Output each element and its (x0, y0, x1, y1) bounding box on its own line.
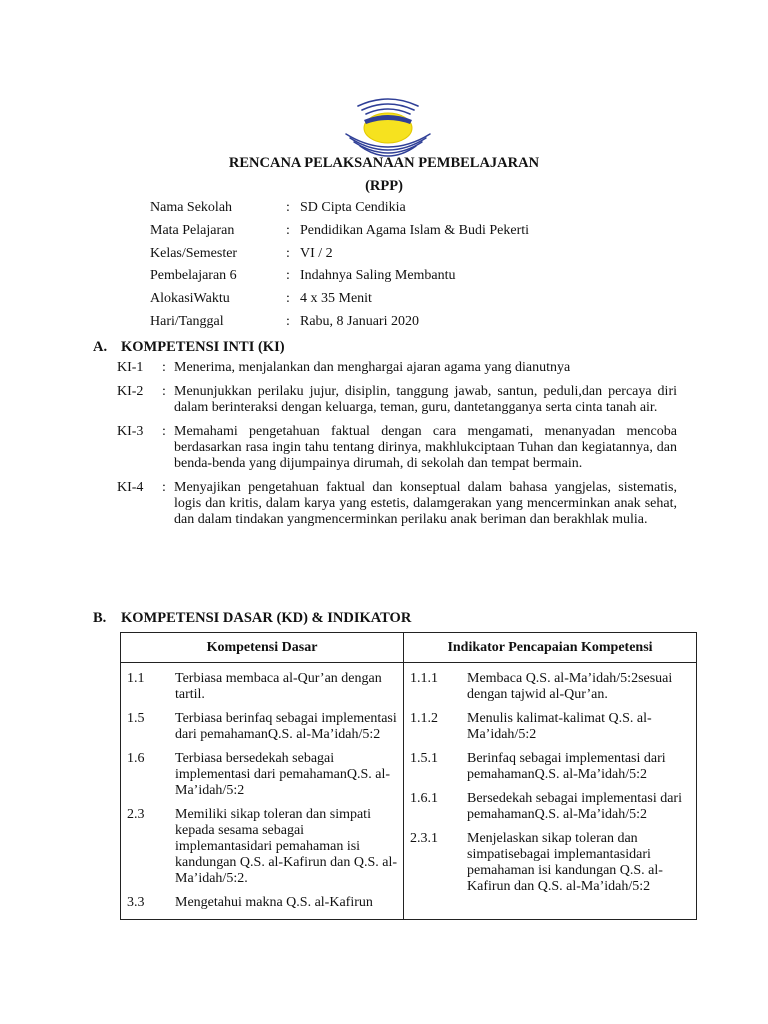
indikator-code: 2.3.1 (410, 831, 438, 846)
identity-colon: : (286, 268, 290, 284)
ki-list (117, 360, 677, 536)
kd-entry (127, 895, 397, 911)
section-number: A. (93, 339, 108, 355)
kd-text: Terbiasa membaca al-Qur’an dengan tartil. (175, 671, 382, 702)
indikator-code: 1.1.2 (410, 711, 438, 726)
identity-colon: : (286, 313, 290, 329)
kd-text: Memiliki sikap toleran dan simpati kepada sesama sebagai implemantasidari pemahaman isi kandungan Q.S. al-Kafirun dan Q.S. al-Ma’idah/5:2. (175, 807, 398, 886)
indikator-cell (404, 663, 697, 920)
identity-row (150, 246, 529, 269)
kd-code: 1.5 (127, 711, 145, 726)
identity-row (150, 291, 529, 314)
identity-label: Hari/Tanggal (150, 313, 224, 329)
kd-entry (127, 671, 397, 703)
kd-entry (127, 807, 397, 887)
identity-value: 4 x 35 Menit (300, 291, 372, 307)
identity-block (150, 200, 529, 337)
ki-code: KI-2 (117, 384, 144, 399)
kd-code: 1.6 (127, 751, 145, 766)
table-header-row (121, 633, 697, 663)
indikator-text: Berinfaq sebagai implementasi dari pemahamanQ.S. al-Ma’idah/5:2 (467, 751, 666, 782)
indikator-code: 1.5.1 (410, 751, 438, 766)
identity-value: Indahnya Saling Membantu (300, 268, 456, 284)
ki-item (117, 360, 677, 376)
school-emblem-logo (338, 90, 438, 158)
ki-colon: : (162, 360, 166, 375)
section-b-heading (93, 610, 411, 627)
ki-item (117, 424, 677, 472)
ki-colon: : (162, 384, 166, 399)
identity-label: Pembelajaran 6 (150, 268, 237, 284)
kd-entry (127, 751, 397, 799)
column-header-indikator: Indikator Pencapaian Kompetensi (404, 633, 697, 663)
identity-label: Kelas/Semester (150, 245, 238, 261)
ki-code: KI-4 (117, 480, 144, 495)
identity-colon: : (286, 245, 290, 261)
identity-row (150, 268, 529, 291)
indikator-text: Menjelaskan sikap toleran dan simpatisebagai implemantasidari pemahaman isi kandungan Q.S. al-Kafirun dan Q.S. al-Ma’idah/5:2 (467, 831, 663, 894)
identity-label: Nama Sekolah (150, 200, 233, 215)
identity-value: Rabu, 8 Januari 2020 (300, 313, 419, 329)
indikator-text: Menulis kalimat-kalimat Q.S. al-Ma’idah/5:2 (467, 711, 652, 742)
identity-colon: : (286, 291, 290, 307)
kd-code: 3.3 (127, 895, 145, 910)
section-title: KOMPETENSI INTI (KI) (121, 339, 285, 355)
ki-colon: : (162, 480, 166, 495)
identity-label: AlokasiWaktu (150, 291, 230, 307)
kd-code: 2.3 (127, 807, 145, 822)
ki-code: KI-3 (117, 424, 144, 439)
indikator-entry (410, 711, 690, 743)
identity-value: Pendidikan Agama Islam & Budi Pekerti (300, 222, 530, 238)
kd-cell (121, 663, 404, 920)
ki-text: Menerima, menjalankan dan menghargai ajaran agama yang dianutnya (174, 360, 571, 375)
identity-label: Mata Pelajaran (150, 222, 235, 238)
ki-text: Menunjukkan perilaku jujur, disiplin, tanggung jawab, santun, peduli,dan percaya diri dalam berinteraksi dengan keluarga, teman, guru, dantetangganya serta cinta tanah air. (174, 384, 677, 415)
indikator-code: 1.1.1 (410, 671, 438, 686)
identity-row (150, 314, 529, 337)
kd-indicator-table (120, 632, 697, 920)
kd-text: Mengetahui makna Q.S. al-Kafirun (175, 895, 373, 910)
indikator-text: Membaca Q.S. al-Ma’idah/5:2sesuai dengan tajwid al-Qur’an. (467, 671, 673, 702)
identity-colon: : (286, 200, 290, 215)
indikator-entry (410, 791, 690, 823)
document-title: RENCANA PELAKSANAAN PEMBELAJARAN (228, 155, 540, 171)
identity-value: VI / 2 (300, 245, 333, 261)
identity-row (150, 223, 529, 246)
kd-code: 1.1 (127, 671, 145, 686)
section-title: KOMPETENSI DASAR (KD) & INDIKATOR (121, 610, 412, 626)
ki-colon: : (162, 424, 166, 439)
indikator-entry (410, 831, 690, 895)
identity-value: SD Cipta Cendikia (300, 200, 406, 215)
kd-text: Terbiasa berinfaq sebagai implementasi dari pemahamanQ.S. al-Ma’idah/5:2 (175, 711, 397, 742)
kd-entry (127, 711, 397, 743)
ki-text: Memahami pengetahuan faktual dengan cara mengamati, menanyadan mencoba berdasarkan rasa ingin tahu tentang dirinya, makhlukciptaan Tuhan dan kegiatannya, dan benda-benda yang dijumpainya dirumah, di sekolah dan tempat bermain. (174, 424, 677, 471)
document-subtitle: (RPP) (365, 178, 403, 194)
column-header-kd: Kompetensi Dasar (121, 633, 404, 663)
section-a-heading (93, 339, 285, 356)
table-row (121, 663, 697, 920)
identity-row (150, 200, 529, 223)
ki-item (117, 384, 677, 416)
indikator-entry (410, 671, 690, 703)
ki-item (117, 480, 677, 528)
identity-colon: : (286, 222, 290, 238)
indikator-entry (410, 751, 690, 783)
indikator-text: Bersedekah sebagai implementasi dari pemahamanQ.S. al-Ma’idah/5:2 (467, 791, 682, 822)
section-number: B. (93, 610, 107, 626)
indikator-code: 1.6.1 (410, 791, 438, 806)
ki-code: KI-1 (117, 360, 144, 375)
kd-text: Terbiasa bersedekah sebagai implementasi dari pemahamanQ.S. al-Ma’idah/5:2 (175, 751, 390, 798)
ki-text: Menyajikan pengetahuan faktual dan konseptual dalam bahasa yangjelas, sistematis, logis dan kritis, dalam karya yang estetis, dalamgerakan yang mencerminkan anak sehat, dan dalam tindakan yangmencerminkan perilaku anak beriman dan berakhlak mulia. (174, 480, 677, 527)
